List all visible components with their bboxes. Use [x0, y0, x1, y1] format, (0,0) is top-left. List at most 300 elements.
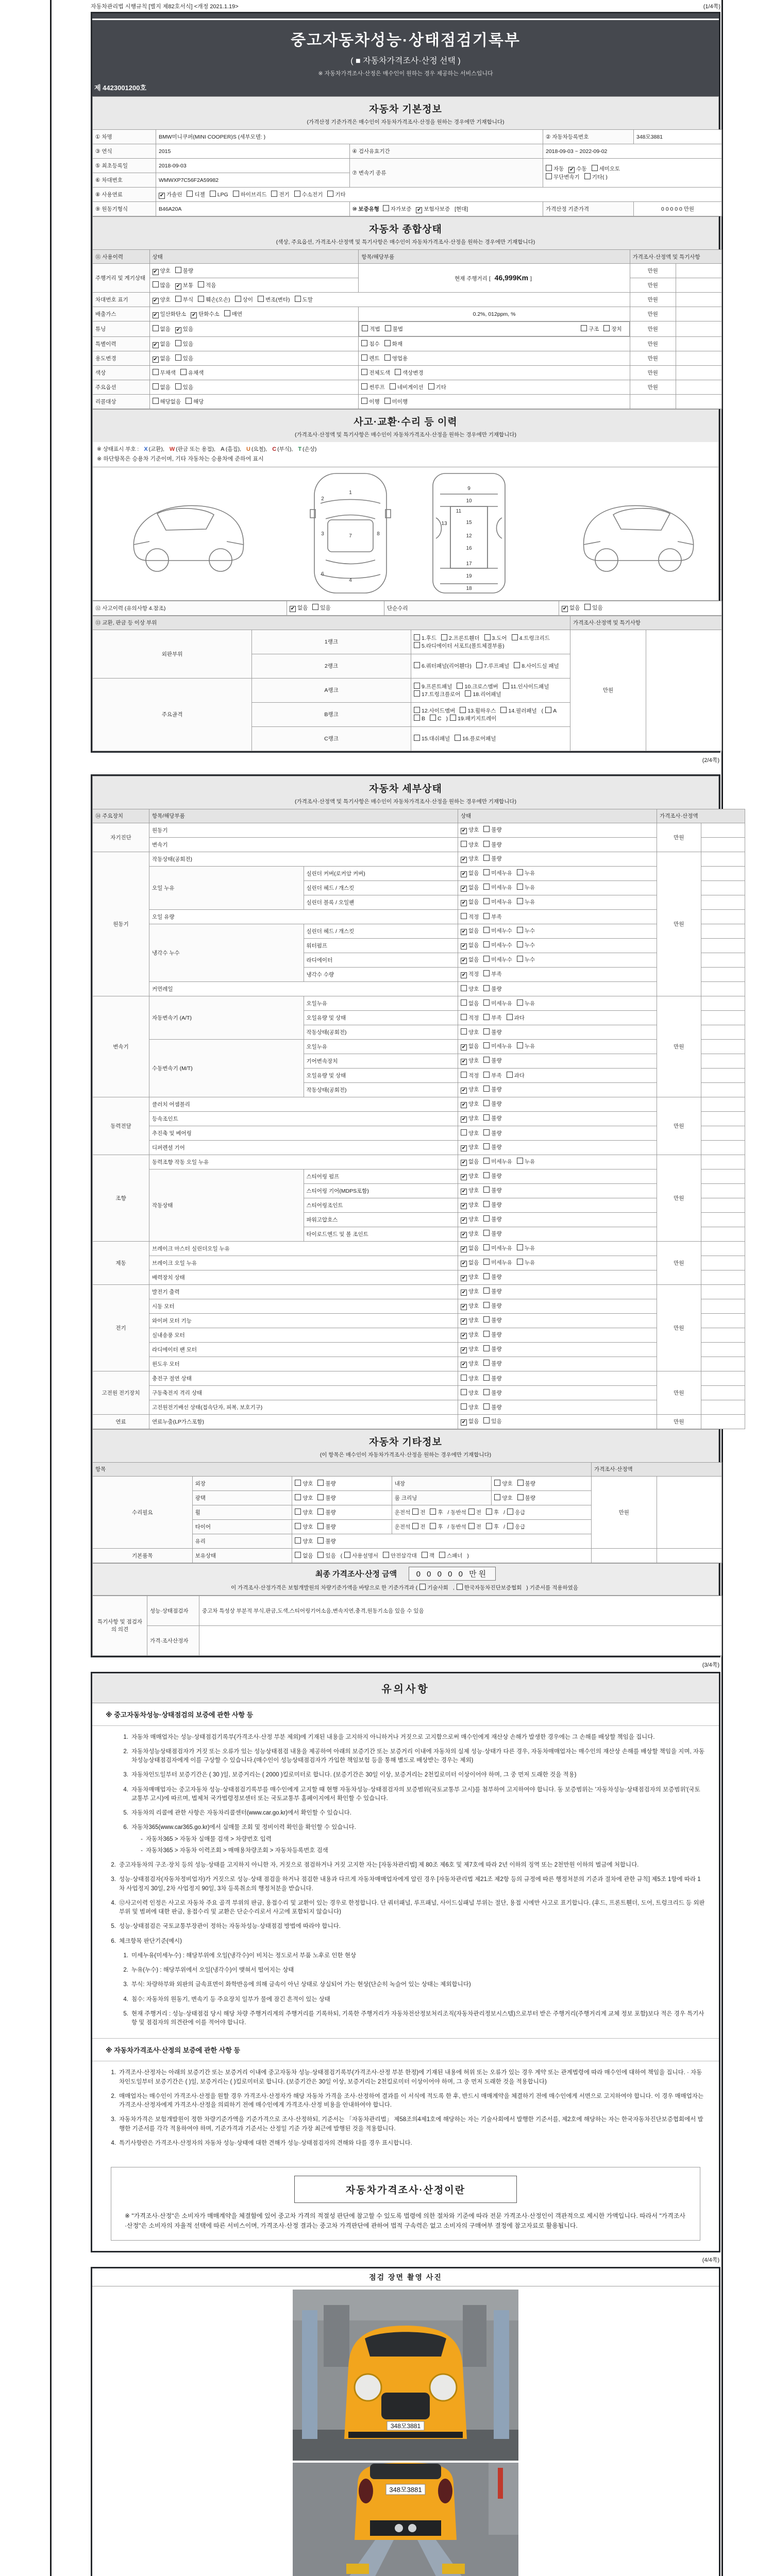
option-없음[interactable] — [461, 1244, 479, 1252]
checkbox[interactable] — [430, 1523, 436, 1529]
checkbox[interactable] — [361, 398, 367, 404]
checkbox[interactable] — [483, 1316, 490, 1323]
checkbox[interactable] — [483, 1158, 490, 1164]
option-불량[interactable] — [483, 1345, 501, 1353]
checkbox[interactable] — [483, 1302, 490, 1308]
checkbox[interactable] — [503, 683, 509, 689]
checkbox[interactable]: ✔ — [461, 1419, 466, 1426]
checkbox[interactable]: ✔ — [461, 1088, 466, 1094]
checkbox[interactable] — [483, 1143, 490, 1149]
option-보험사보증[interactable] — [416, 205, 450, 213]
checkbox[interactable]: ✔ — [461, 1304, 466, 1310]
option-양호[interactable] — [461, 1287, 479, 1296]
checkbox[interactable] — [344, 1552, 350, 1558]
option-양호[interactable] — [461, 1057, 479, 1065]
option-양호[interactable] — [494, 1480, 512, 1487]
checkbox[interactable]: ✔ — [569, 167, 574, 173]
option-양호[interactable] — [461, 1403, 479, 1411]
checkbox[interactable] — [461, 1072, 467, 1078]
option-10.크로스멤버[interactable] — [457, 683, 498, 690]
checkbox[interactable] — [517, 999, 523, 1006]
checkbox[interactable] — [295, 1537, 301, 1544]
option-미세누유[interactable] — [483, 884, 512, 891]
option-응급[interactable] — [507, 1509, 525, 1516]
option-미이행[interactable] — [384, 398, 408, 405]
option-없음[interactable] — [461, 927, 479, 935]
option-부식[interactable] — [175, 296, 193, 303]
option-불량[interactable] — [483, 1086, 501, 1093]
checkbox[interactable] — [461, 1403, 467, 1410]
option-불량[interactable] — [483, 1389, 501, 1397]
checkbox[interactable] — [545, 707, 551, 713]
checkbox[interactable] — [512, 634, 518, 640]
checkbox[interactable] — [468, 1509, 475, 1515]
option-해당없음[interactable] — [153, 398, 181, 405]
option-12.사이드멤버[interactable] — [414, 707, 455, 715]
option-불량[interactable] — [483, 1057, 501, 1064]
option-없음[interactable] — [461, 1042, 479, 1050]
option-적음[interactable] — [198, 281, 216, 289]
checkbox[interactable] — [175, 383, 181, 389]
option-미세누유[interactable] — [483, 1158, 512, 1165]
option-보통[interactable] — [175, 281, 193, 290]
checkbox[interactable]: ✔ — [461, 1102, 466, 1108]
option-불량[interactable] — [317, 1494, 335, 1502]
option-색상변경[interactable] — [395, 369, 424, 377]
option-없음[interactable] — [153, 383, 171, 391]
option-미세누유[interactable] — [483, 1042, 512, 1050]
checkbox[interactable] — [486, 1509, 492, 1515]
checkbox[interactable] — [584, 604, 591, 610]
option-없음[interactable] — [461, 869, 479, 877]
option-누수[interactable] — [517, 941, 535, 949]
option-불량[interactable] — [517, 1494, 535, 1502]
checkbox[interactable]: ✔ — [461, 1203, 466, 1209]
option-없음[interactable] — [290, 604, 308, 612]
option-누유[interactable] — [517, 999, 535, 1007]
checkbox[interactable] — [507, 1523, 513, 1529]
checkbox[interactable] — [295, 1480, 301, 1486]
checkbox[interactable] — [546, 173, 552, 179]
checkbox[interactable]: ✔ — [176, 327, 180, 333]
option-잭[interactable] — [422, 1552, 434, 1560]
option-양호[interactable] — [153, 267, 171, 275]
option-불량[interactable] — [483, 1287, 501, 1295]
option-불법[interactable] — [385, 325, 403, 333]
checkbox[interactable] — [461, 1389, 467, 1395]
checkbox[interactable]: ✔ — [153, 268, 158, 275]
option-전기[interactable] — [271, 191, 289, 198]
checkbox[interactable]: ✔ — [461, 958, 466, 964]
option-양호[interactable] — [461, 1302, 479, 1310]
checkbox[interactable] — [517, 941, 523, 947]
option-양호[interactable] — [461, 1201, 479, 1209]
checkbox[interactable] — [483, 1057, 490, 1063]
option-부족[interactable] — [483, 1014, 501, 1022]
checkbox[interactable] — [422, 1552, 428, 1558]
option-기타( )[interactable] — [584, 173, 608, 181]
checkbox[interactable] — [483, 1187, 490, 1193]
checkbox[interactable] — [517, 1042, 523, 1048]
checkbox[interactable] — [483, 1331, 490, 1337]
option-이행[interactable] — [361, 398, 379, 405]
checkbox[interactable] — [483, 1100, 490, 1106]
checkbox[interactable]: ✔ — [417, 207, 422, 213]
checkbox[interactable] — [461, 1129, 467, 1136]
option-전[interactable] — [412, 1523, 425, 1531]
option-전[interactable] — [468, 1509, 481, 1516]
checkbox[interactable] — [153, 398, 159, 404]
option-양호[interactable] — [461, 1215, 479, 1224]
checkbox[interactable]: ✔ — [192, 312, 196, 318]
checkbox[interactable] — [419, 1584, 426, 1590]
option-가솔린[interactable] — [159, 191, 182, 199]
option-수동[interactable] — [568, 165, 586, 173]
option-미세누수[interactable] — [483, 927, 512, 935]
checkbox[interactable] — [361, 354, 367, 361]
option-미세누유[interactable] — [483, 1259, 512, 1266]
option-미세누수[interactable] — [483, 956, 512, 963]
checkbox[interactable] — [412, 1523, 418, 1529]
option-자동[interactable] — [546, 165, 564, 173]
checkbox[interactable] — [390, 383, 396, 389]
checkbox[interactable] — [383, 1552, 389, 1558]
option-양호[interactable] — [461, 1345, 479, 1353]
option-영업용[interactable] — [384, 354, 408, 362]
checkbox[interactable] — [500, 707, 507, 713]
option-탄화수소[interactable] — [191, 310, 220, 318]
option-있음[interactable] — [175, 340, 193, 348]
checkbox[interactable] — [457, 683, 463, 689]
option-없음[interactable] — [295, 1552, 313, 1560]
checkbox[interactable] — [383, 205, 389, 211]
option-양호[interactable] — [461, 1273, 479, 1281]
checkbox[interactable] — [455, 735, 461, 741]
option-썬루프[interactable] — [361, 383, 384, 391]
checkbox[interactable]: ✔ — [153, 312, 158, 318]
checkbox[interactable] — [233, 191, 239, 197]
checkbox[interactable] — [483, 884, 490, 890]
checkbox[interactable] — [361, 369, 367, 375]
checkbox[interactable]: ✔ — [461, 828, 466, 834]
checkbox[interactable] — [450, 715, 456, 721]
checkbox[interactable] — [514, 662, 520, 668]
option-불량[interactable] — [317, 1523, 335, 1531]
checkbox[interactable] — [507, 1509, 513, 1515]
option-불량[interactable] — [483, 985, 501, 993]
checkbox[interactable] — [271, 191, 277, 197]
checkbox[interactable] — [584, 173, 591, 179]
option-응급[interactable] — [507, 1523, 525, 1531]
checkbox[interactable] — [258, 296, 264, 302]
checkbox[interactable] — [317, 1494, 324, 1500]
checkbox[interactable] — [517, 927, 523, 933]
checkbox[interactable] — [483, 970, 490, 976]
checkbox[interactable] — [312, 604, 318, 610]
checkbox[interactable] — [414, 662, 420, 668]
checkbox[interactable] — [483, 1172, 490, 1178]
option-없음[interactable] — [461, 1417, 479, 1426]
checkbox[interactable] — [175, 267, 181, 273]
option-불량[interactable] — [483, 1114, 501, 1122]
checkbox[interactable] — [517, 956, 523, 962]
option-18.리어패널[interactable] — [465, 690, 501, 698]
option-일산화탄소[interactable] — [153, 310, 187, 318]
option-침수[interactable] — [361, 340, 379, 348]
option-화재[interactable] — [384, 340, 402, 348]
option-세미오토[interactable] — [592, 165, 620, 173]
checkbox[interactable]: ✔ — [461, 1362, 466, 1368]
checkbox[interactable] — [461, 1014, 467, 1020]
option-미세누유[interactable] — [483, 898, 512, 906]
checkbox[interactable] — [295, 296, 301, 302]
option-3.도어[interactable] — [484, 634, 507, 642]
checkbox[interactable] — [317, 1552, 324, 1558]
checkbox[interactable] — [483, 1042, 490, 1048]
checkbox[interactable] — [517, 1158, 523, 1164]
checkbox[interactable]: ✔ — [461, 1189, 466, 1195]
option-누유[interactable] — [517, 1158, 535, 1165]
option-없음[interactable] — [461, 884, 479, 892]
option-전체도색[interactable] — [361, 369, 390, 377]
checkbox[interactable] — [210, 191, 216, 197]
option-있음[interactable] — [312, 604, 330, 612]
checkbox[interactable]: ✔ — [153, 356, 158, 362]
checkbox[interactable]: ✔ — [461, 1275, 466, 1281]
checkbox[interactable]: ✔ — [461, 1333, 466, 1339]
option-양호[interactable] — [461, 1129, 479, 1137]
option-미세누유[interactable] — [483, 869, 512, 877]
option-없음[interactable] — [461, 956, 479, 964]
option-변조(변타)[interactable] — [258, 296, 290, 303]
checkbox[interactable] — [483, 1215, 490, 1222]
checkbox[interactable] — [295, 1494, 301, 1500]
option-불량[interactable] — [317, 1480, 335, 1487]
option-9.프론트패널[interactable] — [414, 683, 452, 690]
checkbox[interactable] — [361, 383, 367, 389]
option-불량[interactable] — [483, 1360, 501, 1367]
checkbox[interactable] — [461, 985, 467, 991]
checkbox[interactable] — [483, 1072, 490, 1078]
option-불량[interactable] — [483, 855, 501, 862]
checkbox[interactable]: ✔ — [461, 886, 466, 892]
option-유채색[interactable] — [180, 369, 204, 377]
option-양호[interactable] — [461, 1143, 479, 1151]
checkbox[interactable] — [483, 941, 490, 947]
option-14.필러패널[interactable] — [500, 707, 536, 715]
checkbox[interactable] — [153, 325, 159, 331]
option-불량[interactable] — [483, 826, 501, 834]
checkbox[interactable]: ✔ — [290, 606, 295, 612]
checkbox[interactable] — [414, 683, 420, 689]
checkbox[interactable] — [295, 1552, 301, 1558]
option-미세누유[interactable] — [483, 999, 512, 1007]
option-양호[interactable] — [461, 1360, 479, 1368]
checkbox[interactable] — [483, 1345, 490, 1351]
option-양호[interactable] — [461, 1114, 479, 1123]
checkbox[interactable] — [441, 634, 447, 640]
option-자가보증[interactable] — [383, 205, 412, 213]
checkbox[interactable] — [461, 1028, 467, 1035]
option-양호[interactable] — [295, 1509, 313, 1516]
checkbox[interactable] — [483, 1014, 490, 1020]
checkbox[interactable] — [517, 1259, 523, 1265]
option-양호[interactable] — [461, 855, 479, 863]
option-전[interactable] — [468, 1523, 481, 1531]
checkbox[interactable] — [476, 662, 482, 668]
option-5.라디에이터 서포트(볼트체결부품)[interactable] — [414, 642, 505, 650]
option-사용설명서[interactable] — [344, 1552, 378, 1560]
option-양호[interactable] — [494, 1494, 512, 1502]
option-디젤[interactable] — [187, 191, 205, 198]
checkbox[interactable] — [483, 1389, 490, 1395]
option-불량[interactable] — [483, 1129, 501, 1137]
option-불량[interactable] — [483, 1201, 501, 1209]
checkbox[interactable]: ✔ — [461, 1261, 466, 1267]
checkbox[interactable] — [414, 735, 420, 741]
checkbox[interactable] — [461, 999, 467, 1006]
option-양호[interactable] — [461, 1331, 479, 1339]
option-불량[interactable] — [483, 1316, 501, 1324]
checkbox[interactable] — [153, 281, 159, 287]
option-LPG[interactable] — [210, 191, 228, 198]
checkbox[interactable]: ✔ — [153, 297, 158, 303]
checkbox[interactable] — [494, 1480, 500, 1486]
checkbox[interactable] — [414, 690, 420, 697]
option-양호[interactable] — [295, 1523, 313, 1531]
checkbox[interactable] — [494, 1494, 500, 1500]
option-적정[interactable] — [461, 913, 479, 921]
option-한국자동차진단보증협회[interactable] — [457, 1584, 522, 1591]
checkbox[interactable]: ✔ — [461, 943, 466, 950]
option-있음[interactable] — [483, 1417, 501, 1425]
option-매연[interactable] — [224, 310, 242, 318]
checkbox[interactable] — [517, 1494, 524, 1500]
checkbox[interactable] — [483, 1259, 490, 1265]
option-없음[interactable] — [461, 1158, 479, 1166]
option-있음[interactable] — [317, 1552, 335, 1560]
checkbox[interactable] — [483, 1375, 490, 1381]
checkbox[interactable] — [187, 191, 193, 197]
checkbox[interactable] — [546, 165, 552, 171]
option-13.휠하우스[interactable] — [460, 707, 496, 715]
option-양호[interactable] — [295, 1537, 313, 1545]
checkbox[interactable] — [153, 369, 159, 375]
checkbox[interactable] — [483, 1287, 490, 1294]
checkbox[interactable] — [483, 1417, 490, 1423]
option-17.트렁크플로어[interactable] — [414, 690, 460, 698]
checkbox[interactable] — [517, 1480, 524, 1486]
option-불량[interactable] — [483, 1331, 501, 1338]
checkbox[interactable] — [483, 956, 490, 962]
checkbox[interactable] — [439, 1552, 445, 1558]
checkbox[interactable] — [295, 1509, 301, 1515]
option-없음[interactable] — [461, 999, 479, 1007]
option-2.프론트휀더[interactable] — [441, 634, 479, 642]
checkbox[interactable]: ✔ — [461, 929, 466, 935]
option-불량[interactable] — [483, 1403, 501, 1411]
option-있음[interactable] — [584, 604, 602, 612]
option-도말[interactable] — [295, 296, 313, 303]
option-후[interactable] — [486, 1509, 499, 1516]
option-불량[interactable] — [517, 1480, 535, 1487]
option-누유[interactable] — [517, 1259, 535, 1266]
option-A[interactable] — [545, 707, 557, 714]
option-상이[interactable] — [235, 296, 253, 303]
checkbox[interactable] — [175, 354, 181, 361]
option-양호[interactable] — [461, 826, 479, 834]
option-후[interactable] — [486, 1523, 499, 1531]
option-기술사회[interactable] — [419, 1584, 448, 1591]
option-과다[interactable] — [507, 1014, 525, 1022]
checkbox[interactable]: ✔ — [153, 342, 158, 348]
option-양호[interactable] — [461, 1172, 479, 1180]
option-무단변속기[interactable] — [546, 173, 580, 181]
option-양호[interactable] — [461, 1187, 479, 1195]
option-기타[interactable] — [428, 383, 446, 391]
checkbox[interactable]: ✔ — [461, 1347, 466, 1353]
checkbox[interactable] — [483, 1360, 490, 1366]
option-렌트[interactable] — [361, 354, 379, 362]
option-있음[interactable] — [175, 354, 193, 362]
option-누유[interactable] — [517, 1244, 535, 1252]
option-불량[interactable] — [483, 1230, 501, 1238]
option-하이브리드[interactable] — [233, 191, 267, 198]
checkbox[interactable] — [517, 884, 523, 890]
checkbox[interactable]: ✔ — [461, 871, 466, 877]
checkbox[interactable] — [517, 898, 523, 904]
checkbox[interactable] — [153, 383, 159, 389]
checkbox[interactable] — [581, 325, 587, 331]
option-기타[interactable] — [327, 191, 345, 198]
checkbox[interactable]: ✔ — [461, 1059, 466, 1065]
option-해당[interactable] — [186, 398, 204, 405]
option-적법[interactable] — [362, 325, 380, 333]
checkbox[interactable] — [385, 325, 391, 331]
checkbox[interactable] — [295, 1523, 301, 1529]
checkbox[interactable]: ✔ — [461, 1145, 466, 1151]
option-불량[interactable] — [483, 1375, 501, 1382]
option-양호[interactable] — [461, 1230, 479, 1238]
option-적정[interactable] — [461, 970, 479, 978]
option-불량[interactable] — [317, 1509, 335, 1516]
checkbox[interactable] — [294, 191, 300, 197]
option-16.플로어패널[interactable] — [455, 735, 496, 742]
option-4.트렁크리드[interactable] — [512, 634, 550, 642]
option-7.루프패널[interactable] — [476, 662, 509, 670]
option-후[interactable] — [430, 1509, 443, 1516]
option-양호[interactable] — [461, 841, 479, 849]
option-훼손(오손)[interactable] — [198, 296, 230, 303]
checkbox[interactable] — [483, 1028, 490, 1035]
checkbox[interactable]: ✔ — [461, 1232, 466, 1238]
checkbox[interactable] — [235, 296, 241, 302]
checkbox[interactable] — [483, 999, 490, 1006]
checkbox[interactable]: ✔ — [461, 1174, 466, 1180]
option-양호[interactable] — [461, 1375, 479, 1382]
checkbox[interactable] — [198, 296, 204, 302]
checkbox[interactable] — [483, 855, 490, 861]
option-불량[interactable] — [483, 841, 501, 849]
checkbox[interactable] — [461, 1375, 467, 1381]
option-불량[interactable] — [317, 1537, 335, 1545]
option-무채색[interactable] — [153, 369, 176, 377]
checkbox[interactable] — [465, 690, 471, 697]
option-누유[interactable] — [517, 1042, 535, 1050]
checkbox[interactable]: ✔ — [461, 1318, 466, 1325]
checkbox[interactable] — [362, 325, 368, 331]
checkbox[interactable] — [186, 398, 192, 404]
